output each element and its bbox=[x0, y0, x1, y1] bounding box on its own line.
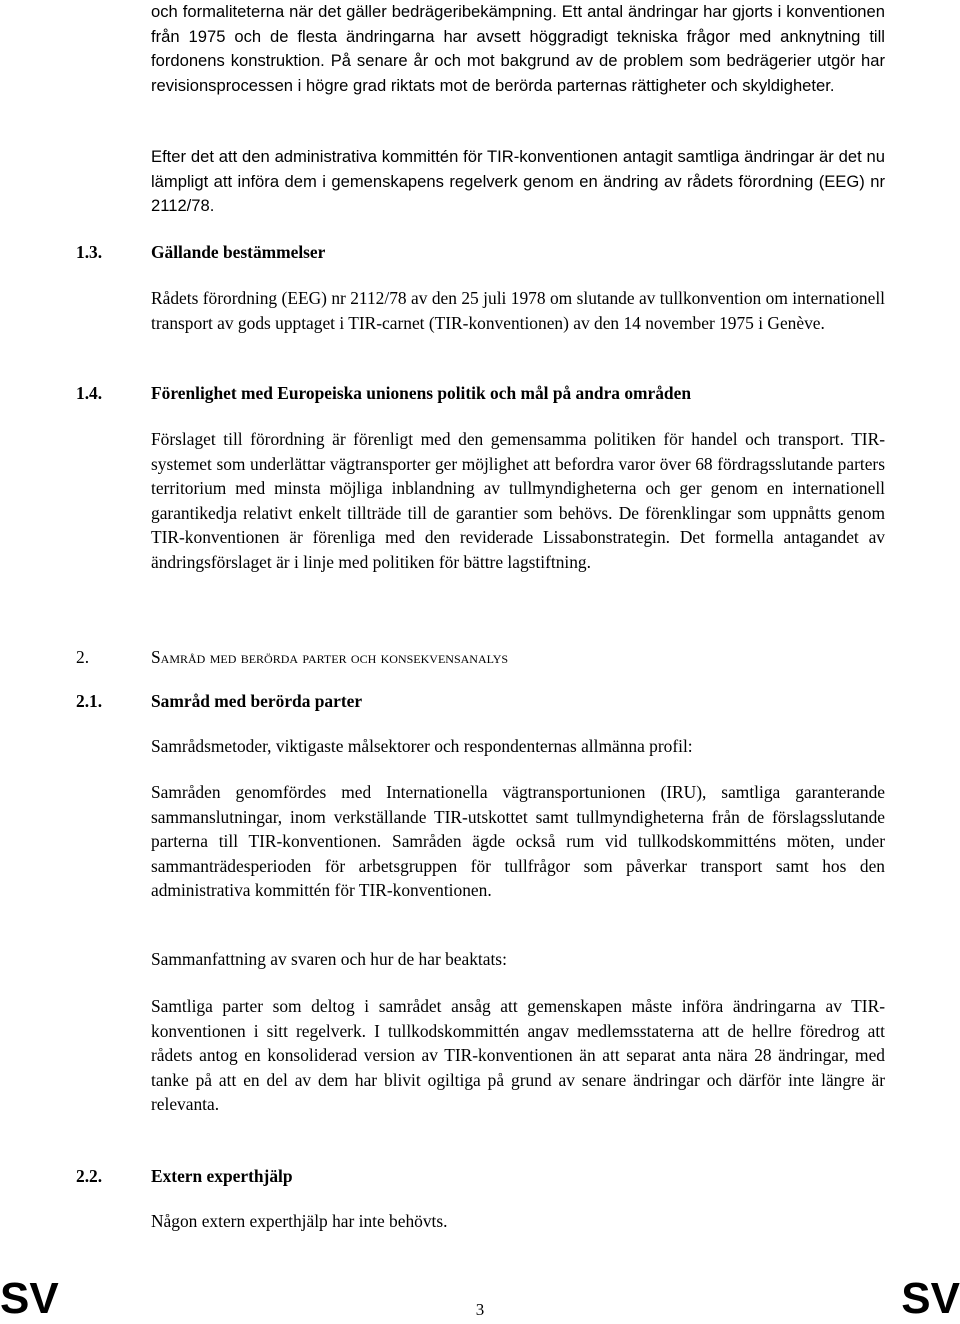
section-2-2-body bbox=[151, 1209, 885, 1234]
section-2-2-title: Extern experthjälp bbox=[151, 1166, 293, 1186]
section-1-3-title: Gällande bestämmelser bbox=[151, 242, 326, 262]
intro-section-2 bbox=[151, 145, 885, 219]
section-2-2-paragraph: Någon extern experthjälp har inte behövts. bbox=[151, 1211, 448, 1231]
section-1-4-paragraph: Förslaget till förordning är förenligt med den gemensamma politiken för handel och transport. TIR-systemet som underlättar vägtransporter ger möjlighet att befordra varor över 68 fördragsslutande parters territorium med minsta möjliga inblandning av tullmyndigheterna och ger genom en internationell garantikedja relativt enkelt tillträde till de garantier som behövs. De förenklingar som uppnåtts genom TIR-konventionen är förenliga med den reviderade Lissabonstrategin. Det formella antagandet av ändringsförslaget är i linje med politiken för bättre lagstiftning. bbox=[151, 429, 885, 572]
section-1-3-paragraph: Rådets förordning (EEG) nr 2112/78 av den 25 juli 1978 om slutande av tullkonvention om internationell transport av gods upptaget i TIR-carnet (TIR-konventionen) av den 14 november 1975 i Genève. bbox=[151, 288, 885, 333]
intro-paragraph-1: och formaliteterna när det gäller bedrägeribekämpning. Ett antal ändringar har gjorts i konventionen från 1975 och de flesta ändringarna har avsett höggradigt tekniska frågor med anknytning till fordonens konstruktion. På senare år och mot bakgrund av de problem som bedrägerier utgör har revisionsprocessen i högre grad riktats mot de berörda parternas rättigheter och skyldigheter. bbox=[151, 2, 885, 95]
section-2-1-intro bbox=[151, 734, 885, 759]
section-1-4-title: Förenlighet med Europeiska unionens politik och mål på andra områden bbox=[151, 383, 691, 403]
section-2-title: Samråd med berörda parter och konsekvensanalys bbox=[151, 647, 509, 667]
section-1-3-body bbox=[151, 286, 885, 335]
section-2-1-number: 2.1. bbox=[76, 691, 103, 711]
section-2-1-paragraph-3: Sammanfattning av svaren och hur de har beaktats: bbox=[151, 949, 507, 969]
intro-paragraph-2: Efter det att den administrativa kommittén för TIR-konventionen antagit samtliga ändringar är det nu lämpligt att införa dem i gemenskapens regelverk genom en ändring av rådets förordning (EEG) nr 2112/78. bbox=[151, 147, 885, 216]
section-2-1-paragraph-4: Samtliga parter som deltog i samrådet ansåg att gemenskapen måste införa ändringarna av TIR-konventionen i sitt regelverk. I tullkodskommittén angav medlemsstaterna att de hellre föredrog att rådets antog en konsoliderad version av TIR-konventionen än att separat anta nära 28 ändringar, med tanke på att en del av dem har blivit ogiltiga på grund av senare ändringar och därför inte längre är relevanta. bbox=[151, 996, 885, 1115]
section-2-2-number: 2.2. bbox=[76, 1166, 103, 1186]
section-1-3-number: 1.3. bbox=[76, 242, 103, 262]
section-2-1-summary-body bbox=[151, 994, 885, 1117]
intro-section bbox=[151, 0, 885, 98]
section-1-4-body bbox=[151, 427, 885, 575]
section-2-1-body bbox=[151, 780, 885, 903]
section-2-1-paragraph-1: Samrådsmetoder, viktigaste målsektorer och respondenternas allmänna profil: bbox=[151, 736, 693, 756]
footer-language-right: SV bbox=[901, 1274, 960, 1323]
section-2-1-summary-heading bbox=[151, 947, 885, 972]
section-2-1-paragraph-2: Samråden genomfördes med Internationella vägtransportunionen (IRU), samtliga garanterande sammanslutningar, inom verkställande TIR-utskottet samt tullmyndigheterna från de förslagsslutande parterna till TIR-konventionen. Samråden ägde också rum vid tullkodskommitténs möten, under sammanträdesperioden för arbetsgruppen för tullfrågor som påverkar transport samt hos den administrativa kommittén för TIR-konventionen. bbox=[151, 782, 885, 901]
footer-language-left: SV bbox=[0, 1274, 59, 1323]
section-2-1-title: Samråd med berörda parter bbox=[151, 691, 363, 711]
section-2-number: 2. bbox=[76, 647, 90, 667]
section-1-4-number: 1.4. bbox=[76, 383, 103, 403]
footer-page-number: 3 bbox=[475, 1300, 485, 1319]
